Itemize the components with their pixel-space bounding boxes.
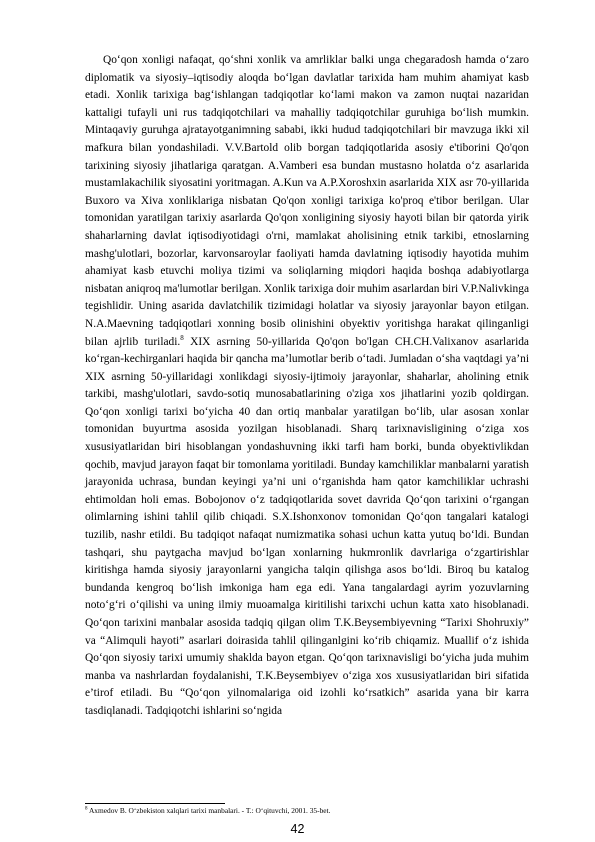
paragraph-text-part2: XIX asrning 50-yillarida Qo'qon bo'lgan CH.CH.Valixanov asarlarida ko‘rgan-kechirganlari haqida bir qancha ma’lumotlar berib o‘tadi. Jumladan o‘sha vaqtdagi ya’ni XIX asrning 50-yillaridagi xonlikdagi siyosiy-ijtimoiy jarayonlar, shaharlar, aholining etnik tarkibi, mashg'ulotlari, savdo-sotiq munosabatlarining o'ziga xos jihatlarini yozib qoldirgan. Qo‘qon xonligi tarixi bo‘yicha 40 dan ortiq manbalar yaratilgan bo‘lib, ular asosan xonlar tomonidan buyurtma asosida yozilgan hisoblanadi. Sharq tarixnavisligining o‘ziga xos xususiyatlaridan biri hisoblangan yondashuvning ikki tarfi ham borki, bunda obyektivlikdan qochib, mavjud jarayon faqat bir tomonlama yoritiladi. Bunday kamchiliklar manbalarni yaratish jarayonida uchrasa, bundan keyingi ya’ni uni o‘rganishda ham qator kamchiliklar uchrashi ehtimoldan holi emas. Bobojonov o‘z tadqiqotlarida sovet davrida Qo‘qon tarixini o‘rgangan olimlarning ishini tahlil qilib chiqadi. S.X.Ishonxonov tomonidan Qo‘qon tangalari katalogi tuzilib, nashr etildi. Bu tadqiqot nafaqat numizmatika sohasi uchun katta yutuq bo‘ldi. Bundan tashqari, shu paytgacha mavjud bo‘lgan xonlarning hukmronlik davrlariga o‘zgartirishlar kiritishga hamda siyosiy jarayonlarni yangicha talqin qilishga asos bo‘ldi. Biroq bu katalog bundanda kengroq bo‘lish imkoniga ham ega edi. Yana tangalardagi ayrim yozuvlarning noto‘g‘ri o‘qilishi va uning ilmiy muoamalga kiritilishi tarixchi uchun katta xato hisoblanadi. Qo‘qon tarixini manbalar asosida tadqiq qilgan olim T.K.Beysembiyevning “Tarixi Shohruxiy” va “Alimquli hayoti” asarlari doirasida tahlil qilinganlgini ko‘rib chiqamiz. Muallif o‘z ishida Qo‘qon siyosiy tarixi umumiy shaklda bayon etgan. Qo‘qon tarixnavisligi bo‘yicha juda muhim manba va nashrlardan foydalanishi, T.K.Beysembiyev o‘ziga xos xususiyatlaridan biri sifatida e’tirof etiladi. Bu “Qo‘qon yilnomalariga oid izohli ko‘rsatkich” asarida yana bir karra tasdiqlanadi. Tadqiqotchi ishlarini so‘ngida — [85, 335, 529, 717]
footnote-reference: 8 — [180, 333, 184, 342]
page-number: 42 — [290, 822, 305, 836]
body-paragraph — [85, 52, 529, 721]
footnote-separator — [85, 803, 225, 804]
footnote — [85, 806, 529, 815]
footnote-number: 8 — [85, 806, 88, 812]
footnote-text: Axmedov B. O‘zbekiston xalqlari tarixi manbalari. - T.: O‘qituvchi, 2001. 35-bet. — [87, 806, 331, 815]
paragraph-text-part1: Qo‘qon xonligi nafaqat, qo‘shni xonlik va amrliklar balki unga chegaradosh hamda o‘zaro diplomatik va siyosiy–iqtisodiy aloqda bo‘lgan davlatlar tarixida ham muhim ahamiyat kasb etadi. Xonlik tarixiga bag‘ishlangan tadqiqotlar ko‘lami makon va zamon nuqtai nazaridan kattaligi tufayli uni rus tadqiqotchilari va mahalliy tadqiqotchilar guruhiga bo‘lish mumkin. Mintaqaviy guruhga ajratayotganimning sababi, ikki hudud tadqiqotchilari bir mavzuga ikki xil mafkura bilan yondashiladi. V.V.Bartold olib borgan tadqiqotlarida asosiy e'tiborini Qo'qon tarixining siyosiy jihatlariga qaratgan. A.Vamberi esa bundan mustasno holatda o‘z asarlarida mustamlakachilik siyosatini yoritmagan. A.Kun va A.P.Xoroshxin asarlarida XIX asr 70-yillarida Buxoro va Xiva xonliklariga nisbatan Qo'qon xonligi tarixiga ko'proq e'tibor berilgan. Ular tomonidan yaratilgan tarixiy asarlarda Qo'qon xonligining siyosiy hayoti bilan bir qatorda yirik shaharlarning davlat iqtisodiyotidagi o'rni, mamlakat aholisining etnik tarkibi, etnoslarning mashg'ulotlari, bozorlar, karvonsaroylar faoliyati hamda davlatning iqtisodiy hayotida muhim ahamiyat kasb etuvchi moliya tizimi va soliqlarning miqdori haqida boshqa adabiyotlarga nisbatan aniqroq ma'lumotlar berilgan. Xonlik tarixiga doir muhim asarlardan biri V.P.Nalivkinga tegishlidir. Uning asarida davlatchilik tizimidagi holatlar va siyosiy jarayonlar bayon etilgan. N.A.Maevning tadqiqotlari xonning bosib olinishini obyektiv yoritishga harakat qilinganligi bilan ajrlib turiladi. — [85, 54, 529, 348]
